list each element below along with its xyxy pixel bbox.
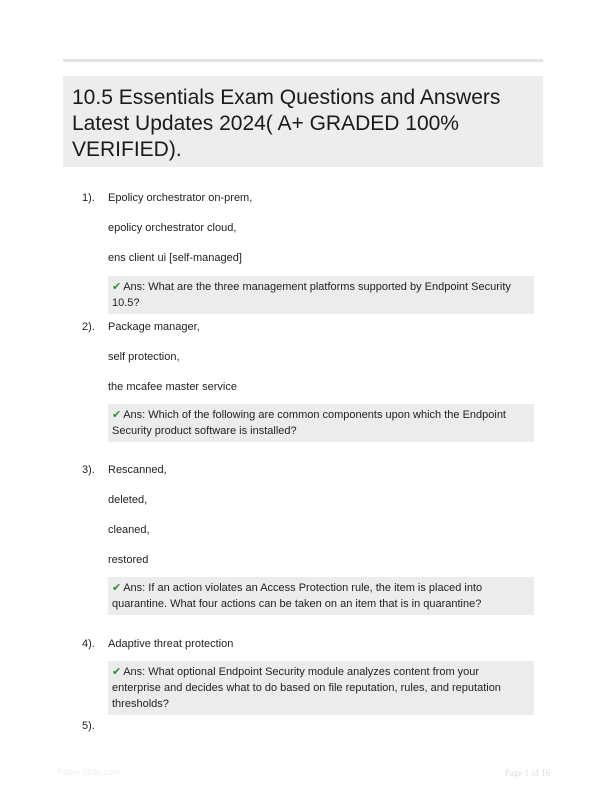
document-title: 10.5 Essentials Exam Questions and Answers Latest Updates 2024( A+ GRADED 100% VERIFIED). [72, 86, 501, 161]
question-line: Rescanned, [108, 464, 167, 476]
question-line: the mcafee master service [108, 381, 237, 393]
question-line: restored [108, 554, 149, 566]
question-line: Package manager, [108, 321, 200, 333]
question-number: 4). [82, 638, 95, 650]
question-line: Adaptive threat protection [108, 638, 234, 650]
check-icon: ✔ [112, 582, 122, 594]
question-line: self protection, [108, 351, 180, 363]
question-number: 5). [82, 720, 95, 732]
footer-watermark: PaperSlide.com [57, 767, 121, 777]
answer-box [108, 276, 534, 314]
question-number: 3). [82, 464, 95, 476]
answer-box [108, 577, 534, 615]
page-number: Page 1 of 16 [504, 768, 550, 778]
check-icon: ✔ [112, 281, 122, 293]
question-line: cleaned, [108, 524, 150, 536]
top-rule [63, 59, 543, 62]
question-line: ens client ui [self-managed] [108, 252, 242, 264]
answer-text: Ans: Which of the following are common components upon which the Endpoint Security product software is installed? [112, 409, 506, 437]
question-line: deleted, [108, 494, 148, 506]
question-number: 1). [82, 192, 95, 204]
answer-text: Ans: If an action violates an Access Protection rule, the item is placed into quarantine. What four actions can be taken on an item that is in quarantine? [112, 582, 483, 610]
check-icon: ✔ [112, 666, 122, 678]
title-box [63, 76, 543, 167]
check-icon: ✔ [112, 409, 122, 421]
answer-box [108, 661, 534, 715]
answer-text: Ans: What optional Endpoint Security module analyzes content from your enterprise and decides what to do based on file reputation, rules, and reputation thresholds? [112, 666, 501, 710]
answer-box [108, 404, 534, 442]
answer-text: Ans: What are the three management platforms supported by Endpoint Security 10.5? [112, 281, 511, 309]
question-line: Epolicy orchestrator on-prem, [108, 192, 253, 204]
question-number: 2). [82, 321, 95, 333]
question-line: epolicy orchestrator cloud, [108, 222, 237, 234]
